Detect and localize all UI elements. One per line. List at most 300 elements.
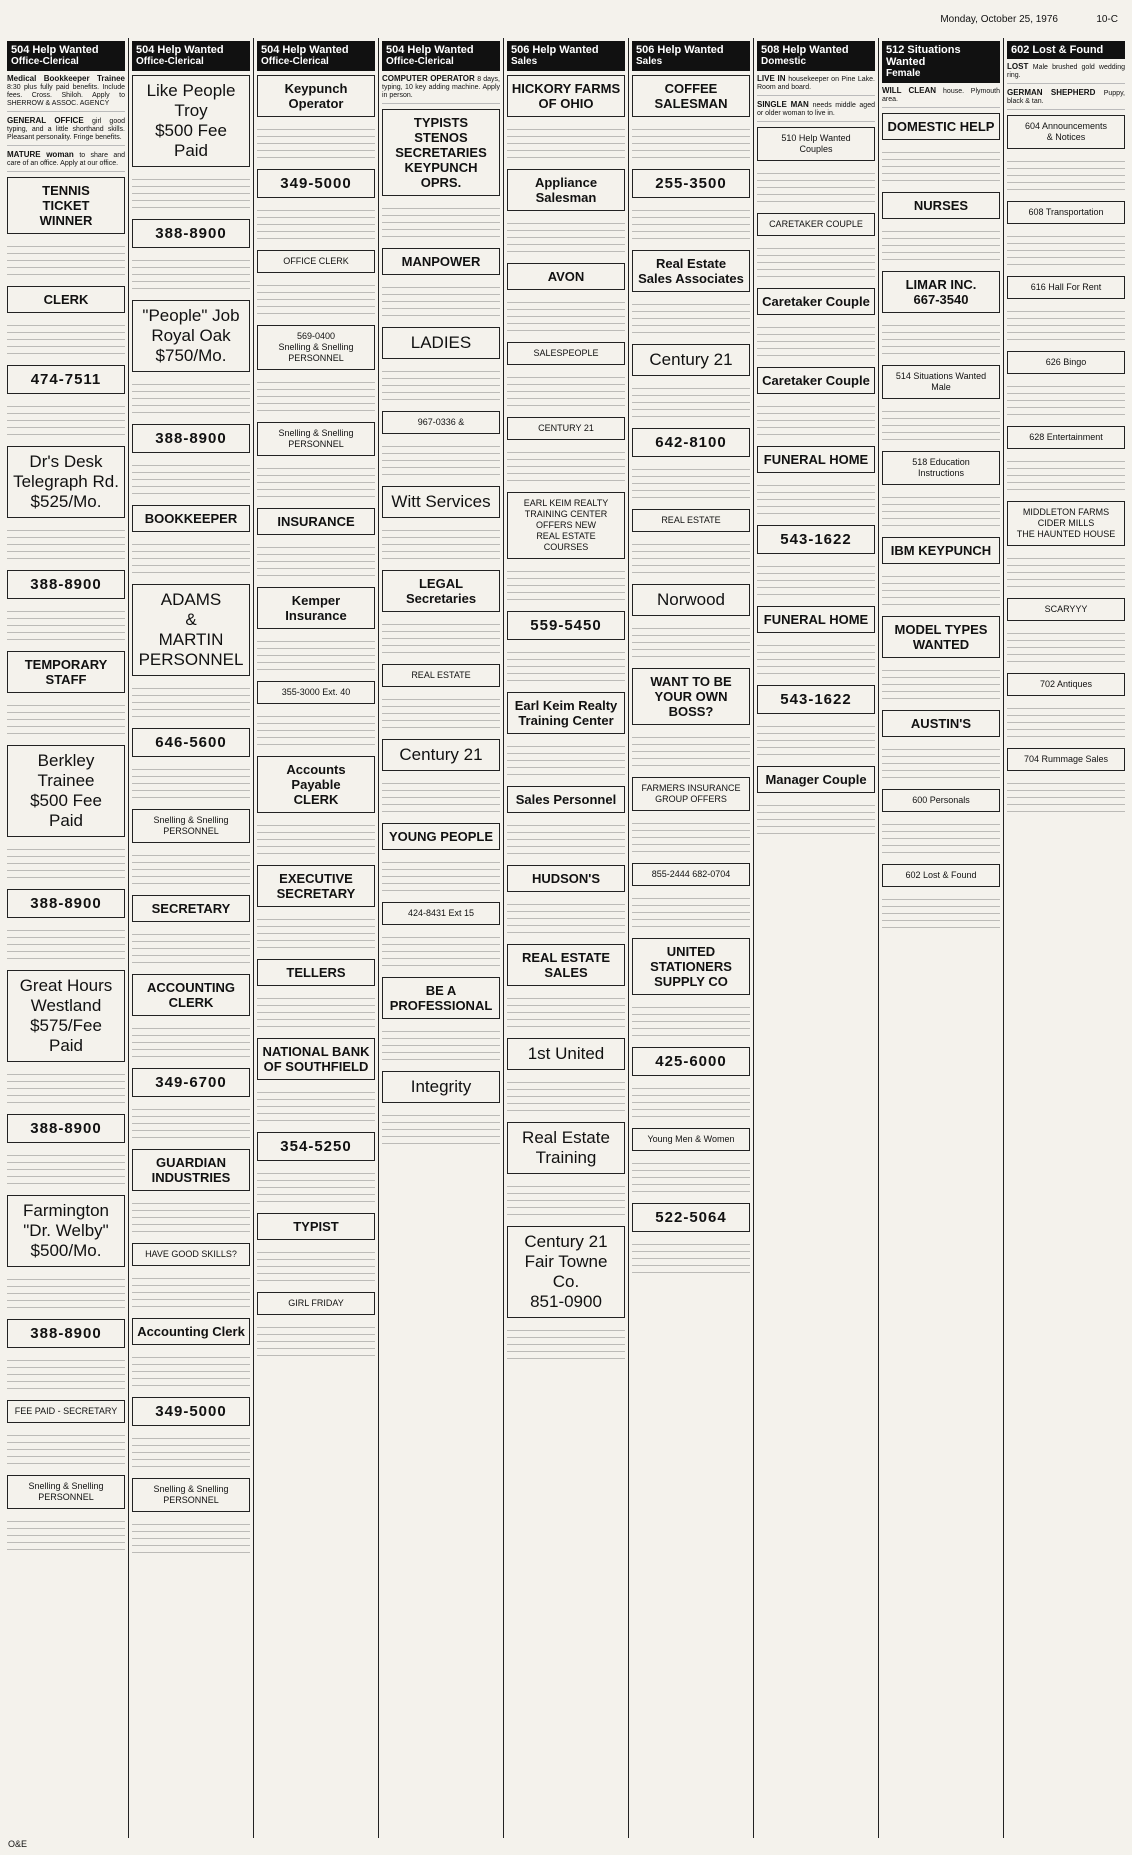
display-ad bbox=[882, 864, 1000, 887]
display-ad-line: INDUSTRIES bbox=[151, 1170, 231, 1185]
display-ad bbox=[632, 509, 750, 532]
classified-ad bbox=[1007, 89, 1125, 110]
display-ad-line: Caretaker Couple bbox=[762, 373, 870, 388]
ad-body-text bbox=[1007, 627, 1125, 667]
display-ad bbox=[382, 411, 500, 434]
display-ad bbox=[257, 325, 375, 370]
masthead bbox=[8, 14, 1118, 28]
display-ad bbox=[7, 651, 125, 693]
display-ad bbox=[1007, 426, 1125, 449]
section-subtitle: Female bbox=[886, 68, 921, 79]
display-ad-line: MODEL TYPES bbox=[894, 622, 988, 637]
display-ad bbox=[882, 789, 1000, 812]
ad-body-text bbox=[632, 622, 750, 662]
display-ad bbox=[507, 492, 625, 559]
display-ad-line: NATIONAL BANK bbox=[262, 1044, 370, 1059]
ad-body-text bbox=[382, 440, 500, 480]
section-header bbox=[757, 41, 875, 71]
ad-body-text bbox=[257, 635, 375, 675]
display-ad-line: HICKORY FARMS bbox=[511, 81, 621, 96]
ad-body-text bbox=[882, 893, 1000, 933]
ad-body-text bbox=[382, 931, 500, 971]
display-ad bbox=[632, 344, 750, 376]
display-ad bbox=[382, 823, 500, 850]
display-ad bbox=[7, 970, 125, 1062]
ad-body-text bbox=[507, 565, 625, 605]
display-ad-line: AUSTIN'S bbox=[910, 716, 972, 731]
display-ad-line: Sales Personnel bbox=[515, 792, 617, 807]
ad-body-text bbox=[882, 664, 1000, 704]
ad-body-text bbox=[257, 913, 375, 953]
section-title: 508 Help Wanted bbox=[761, 44, 849, 56]
display-ad bbox=[1007, 673, 1125, 696]
display-ad bbox=[507, 263, 625, 290]
display-ad-line: 569-0400 bbox=[296, 331, 336, 341]
ad-body-text bbox=[632, 1157, 750, 1197]
ad-body-text bbox=[882, 570, 1000, 610]
ad-body-text bbox=[632, 463, 750, 503]
display-ad-line: Accounts Payable bbox=[286, 762, 346, 792]
column-1 bbox=[4, 38, 128, 1838]
classified-ad bbox=[7, 75, 125, 112]
display-ad-line: MARTIN bbox=[158, 630, 224, 649]
display-ad-line: SECRETARY bbox=[276, 886, 356, 901]
display-ad-line: YOUR OWN BOSS? bbox=[654, 689, 728, 719]
ad-body-text bbox=[1007, 455, 1125, 495]
display-ad bbox=[507, 417, 625, 440]
ad-body-text bbox=[632, 538, 750, 578]
display-ad-line: TEMPORARY STAFF bbox=[24, 657, 108, 687]
display-ad-line: PERSONNEL bbox=[38, 1492, 94, 1502]
display-ad-line: Instructions bbox=[917, 468, 965, 478]
ad-body-text bbox=[257, 1086, 375, 1126]
issue-date: Monday, October 25, 1976 bbox=[940, 14, 1058, 25]
footer-code: O&E bbox=[8, 1839, 28, 1849]
ad-body-text bbox=[7, 605, 125, 645]
ad-body-text bbox=[257, 819, 375, 859]
ad-body-text bbox=[757, 321, 875, 361]
ad-body-text bbox=[257, 710, 375, 750]
display-ad bbox=[1007, 351, 1125, 374]
ad-body-text bbox=[757, 720, 875, 760]
ad-body-text bbox=[507, 1324, 625, 1364]
display-ad-line: Trainee bbox=[37, 771, 95, 790]
display-ad bbox=[882, 365, 1000, 399]
ad-body-text bbox=[882, 319, 1000, 359]
display-ad bbox=[382, 486, 500, 518]
display-ad-line: 518 Education bbox=[912, 457, 970, 467]
display-ad bbox=[257, 422, 375, 456]
display-ad bbox=[132, 1397, 250, 1426]
ad-body-text bbox=[132, 1197, 250, 1237]
display-ad bbox=[132, 300, 250, 372]
display-ad-line: 608 Transportation bbox=[1028, 207, 1104, 217]
ad-body-text bbox=[632, 1238, 750, 1278]
display-ad-line: Young Men & Women bbox=[647, 1134, 735, 1144]
display-ad-line: FARMERS INSURANCE bbox=[641, 783, 741, 793]
display-ad-line: 355-3000 Ext. 40 bbox=[281, 687, 351, 697]
column-6 bbox=[628, 38, 753, 1838]
display-ad-line: 626 Bingo bbox=[1045, 357, 1087, 367]
display-ad-line: NURSES bbox=[913, 198, 969, 213]
display-ad bbox=[257, 508, 375, 535]
display-ad-line: Manager Couple bbox=[765, 772, 867, 787]
display-ad bbox=[382, 248, 500, 275]
ad-body-text bbox=[507, 992, 625, 1032]
display-ad-line: CIDER MILLS bbox=[1037, 518, 1095, 528]
display-ad bbox=[632, 863, 750, 886]
display-ad-line: 388-8900 bbox=[30, 895, 102, 912]
ad-text: Puppy, black & tan. bbox=[1007, 90, 1125, 105]
display-ad-line: 967-0336 & bbox=[417, 417, 465, 427]
ad-body-text bbox=[757, 479, 875, 519]
ad-body-text bbox=[507, 446, 625, 486]
ad-body-text bbox=[382, 365, 500, 405]
display-ad-line: 388-8900 bbox=[155, 430, 227, 447]
display-ad-line: TELLERS bbox=[286, 965, 346, 980]
display-ad-line: 602 Lost & Found bbox=[905, 870, 977, 880]
display-ad-line: 255-3500 bbox=[655, 175, 727, 192]
ad-body-text bbox=[132, 173, 250, 213]
display-ad-line: 667-3540 bbox=[913, 292, 969, 307]
display-ad-line: 388-8900 bbox=[30, 576, 102, 593]
display-ad bbox=[7, 286, 125, 313]
display-ad bbox=[132, 974, 250, 1016]
display-ad bbox=[882, 113, 1000, 140]
display-ad bbox=[507, 944, 625, 986]
display-ad-line: Earl Keim Realty bbox=[514, 698, 618, 713]
section-title: 504 Help Wanted bbox=[136, 44, 224, 56]
display-ad-line: Snelling & Snelling bbox=[278, 428, 354, 438]
display-ad-line: 855-2444 682-0704 bbox=[651, 869, 731, 879]
display-ad bbox=[382, 1071, 500, 1103]
display-ad-line: Great Hours bbox=[19, 976, 113, 995]
display-ad-line: FUNERAL HOME bbox=[763, 452, 869, 467]
ad-title: COMPUTER OPERATOR bbox=[382, 74, 478, 83]
display-ad bbox=[257, 681, 375, 704]
ad-body-text bbox=[882, 491, 1000, 531]
display-ad-line: KEYPUNCH OPRS. bbox=[404, 160, 478, 190]
display-ad bbox=[632, 169, 750, 198]
page-number: 10-C bbox=[1096, 14, 1118, 25]
display-ad bbox=[132, 219, 250, 248]
display-ad-line: ACCOUNTING bbox=[146, 980, 236, 995]
display-ad-line: MIDDLETON FARMS bbox=[1022, 507, 1110, 517]
display-ad-line: 600 Personals bbox=[912, 795, 970, 805]
ad-body-text bbox=[1007, 155, 1125, 195]
display-ad bbox=[7, 1475, 125, 1509]
classified-ad bbox=[382, 75, 500, 104]
ad-title: LIVE IN bbox=[757, 74, 789, 83]
section-subtitle: Office-Clerical bbox=[386, 56, 454, 67]
ad-body-text bbox=[257, 123, 375, 163]
display-ad-line: LIMAR INC. bbox=[905, 277, 977, 292]
display-ad bbox=[507, 1122, 625, 1174]
column-9 bbox=[1003, 38, 1128, 1838]
display-ad bbox=[382, 902, 500, 925]
display-ad bbox=[382, 327, 500, 359]
ad-body-text bbox=[7, 924, 125, 964]
section-title: 506 Help Wanted bbox=[511, 44, 599, 56]
display-ad bbox=[7, 745, 125, 837]
classified-ad bbox=[1007, 63, 1125, 84]
display-ad bbox=[757, 213, 875, 236]
display-ad-line: COURSES bbox=[543, 542, 589, 552]
ad-title: GENERAL OFFICE bbox=[7, 116, 93, 125]
ad-body-text bbox=[257, 462, 375, 502]
display-ad-line: & bbox=[185, 610, 197, 629]
display-ad-line: REAL ESTATE bbox=[521, 950, 611, 965]
display-ad bbox=[257, 250, 375, 273]
display-ad-line: SCARYYY bbox=[1044, 604, 1088, 614]
display-ad-line: FUNERAL HOME bbox=[763, 612, 869, 627]
ad-body-text bbox=[7, 1429, 125, 1469]
ad-title: LOST bbox=[1007, 62, 1033, 71]
ad-title: SINGLE MAN bbox=[757, 100, 813, 109]
display-ad-line: Male bbox=[931, 382, 951, 392]
display-ad bbox=[632, 584, 750, 616]
ad-body-text bbox=[7, 1273, 125, 1313]
display-ad bbox=[757, 367, 875, 394]
display-ad bbox=[7, 446, 125, 518]
display-ad bbox=[257, 756, 375, 813]
ad-body-text bbox=[382, 524, 500, 564]
ad-body-text bbox=[382, 202, 500, 242]
section-header bbox=[132, 41, 250, 71]
column-4 bbox=[378, 38, 503, 1838]
display-ad bbox=[1007, 276, 1125, 299]
display-ad bbox=[507, 1226, 625, 1318]
section-subtitle: Sales bbox=[511, 56, 538, 67]
display-ad-line: CLERK bbox=[168, 995, 214, 1010]
ad-body-text bbox=[632, 298, 750, 338]
display-ad bbox=[507, 692, 625, 734]
section-header bbox=[632, 41, 750, 71]
display-ad bbox=[132, 424, 250, 453]
section-subtitle: Office-Clerical bbox=[11, 56, 79, 67]
ad-body-text bbox=[1007, 777, 1125, 817]
column-5 bbox=[503, 38, 628, 1838]
display-ad-line: REAL ESTATE bbox=[536, 531, 596, 541]
display-ad bbox=[632, 250, 750, 292]
display-ad-line: 388-8900 bbox=[30, 1120, 102, 1137]
ad-body-text bbox=[882, 405, 1000, 445]
display-ad-line: STATIONERS bbox=[650, 959, 732, 974]
display-ad-line: THE HAUNTED HOUSE bbox=[1016, 529, 1116, 539]
display-ad-line: Snelling & Snelling bbox=[153, 1484, 229, 1494]
ad-body-text bbox=[7, 1354, 125, 1394]
ad-body-text bbox=[132, 1518, 250, 1558]
ad-body-text bbox=[7, 524, 125, 564]
column-7 bbox=[753, 38, 878, 1838]
display-ad-line: Century 21 bbox=[399, 745, 483, 764]
display-ad-line: 349-6700 bbox=[155, 1074, 227, 1091]
display-ad-line: IBM KEYPUNCH bbox=[890, 543, 992, 558]
display-ad bbox=[132, 1243, 250, 1266]
display-ad-line: Kemper Insurance bbox=[285, 593, 347, 623]
ad-body-text bbox=[1007, 702, 1125, 742]
display-ad bbox=[632, 777, 750, 811]
display-ad bbox=[757, 606, 875, 633]
display-ad bbox=[632, 1047, 750, 1076]
display-ad-line: SALES bbox=[544, 965, 588, 980]
display-ad-line: PERSONNEL bbox=[288, 439, 344, 449]
ad-body-text bbox=[757, 167, 875, 207]
ad-body-text bbox=[7, 1149, 125, 1189]
classified-ad bbox=[7, 117, 125, 146]
ad-body-text bbox=[7, 699, 125, 739]
display-ad-line: TYPISTS bbox=[413, 115, 469, 130]
display-ad bbox=[132, 1318, 250, 1345]
display-ad bbox=[632, 668, 750, 725]
ad-body-text bbox=[382, 1109, 500, 1149]
ad-body-text bbox=[632, 204, 750, 244]
display-ad-line: PERSONNEL bbox=[288, 353, 344, 363]
display-ad-line: Caretaker Couple bbox=[762, 294, 870, 309]
display-ad bbox=[132, 505, 250, 532]
ad-body-text bbox=[382, 693, 500, 733]
display-ad bbox=[882, 271, 1000, 313]
display-ad bbox=[7, 1195, 125, 1267]
ad-body-text bbox=[632, 817, 750, 857]
ad-body-text bbox=[7, 1068, 125, 1108]
ad-title: Medical Bookkeeper Trainee bbox=[7, 74, 125, 83]
ad-text: to share and care of an office. Apply at our office. bbox=[7, 152, 125, 167]
section-header bbox=[382, 41, 500, 71]
display-ad bbox=[757, 288, 875, 315]
ad-body-text bbox=[507, 217, 625, 257]
display-ad-line: DOMESTIC HELP bbox=[887, 119, 995, 134]
ad-body-text bbox=[1007, 380, 1125, 420]
ad-body-text bbox=[507, 123, 625, 163]
display-ad bbox=[132, 728, 250, 757]
display-ad-line: ADAMS bbox=[160, 590, 222, 609]
display-ad-line: CENTURY 21 bbox=[538, 423, 594, 433]
ad-body-text bbox=[632, 731, 750, 771]
display-ad bbox=[382, 109, 500, 196]
display-ad-line: 522-5064 bbox=[655, 1209, 727, 1226]
display-ad-line: $500 Fee Paid bbox=[30, 791, 102, 830]
ad-body-text bbox=[507, 740, 625, 780]
display-ad bbox=[7, 889, 125, 918]
display-ad bbox=[7, 177, 125, 234]
ad-body-text bbox=[382, 856, 500, 896]
display-ad bbox=[632, 75, 750, 117]
display-ad-line: OF OHIO bbox=[538, 96, 594, 111]
display-ad-line: 704 Rummage Sales bbox=[1023, 754, 1109, 764]
display-ad-line: 616 Hall For Rent bbox=[1030, 282, 1102, 292]
display-ad-line: Snelling & Snelling bbox=[278, 342, 354, 352]
section-header bbox=[1007, 41, 1125, 59]
display-ad bbox=[882, 537, 1000, 564]
ad-body-text bbox=[882, 818, 1000, 858]
display-ad-line: Westland bbox=[30, 996, 102, 1015]
ad-body-text bbox=[632, 382, 750, 422]
section-subtitle: Office-Clerical bbox=[136, 56, 204, 67]
ad-text: needs middle aged or older woman to live in. bbox=[757, 102, 875, 117]
classified-ad bbox=[757, 75, 875, 96]
display-ad-line: PERSONNEL bbox=[163, 826, 219, 836]
ad-body-text bbox=[632, 1082, 750, 1122]
display-ad-line: Century 21 bbox=[649, 350, 733, 369]
display-ad bbox=[632, 428, 750, 457]
display-ad-line: TICKET bbox=[42, 198, 90, 213]
ad-body-text bbox=[132, 538, 250, 578]
display-ad-line: Secretaries bbox=[405, 591, 477, 606]
display-ad-line: FEE PAID - SECRETARY bbox=[14, 1406, 118, 1416]
display-ad bbox=[507, 75, 625, 117]
ad-title: GERMAN SHEPHERD bbox=[1007, 88, 1104, 97]
ad-body-text bbox=[632, 1001, 750, 1041]
display-ad bbox=[257, 75, 375, 117]
display-ad-line: 559-5450 bbox=[530, 617, 602, 634]
display-ad bbox=[257, 865, 375, 907]
display-ad bbox=[7, 1400, 125, 1423]
display-ad-line: 543-1622 bbox=[780, 691, 852, 708]
display-ad-line: Troy bbox=[174, 101, 208, 120]
display-ad-line: Dr's Desk bbox=[29, 452, 103, 471]
display-ad bbox=[257, 1292, 375, 1315]
display-ad-line: $575/Fee Paid bbox=[30, 1016, 102, 1055]
display-ad bbox=[382, 739, 500, 771]
display-ad-line: 424-8431 Ext 15 bbox=[407, 908, 475, 918]
display-ad-line: 702 Antiques bbox=[1039, 679, 1093, 689]
display-ad bbox=[132, 75, 250, 167]
column-8 bbox=[878, 38, 1003, 1838]
display-ad-line: Snelling & Snelling bbox=[28, 1481, 104, 1491]
ad-body-text bbox=[507, 646, 625, 686]
section-subtitle: Domestic bbox=[761, 56, 807, 67]
display-ad bbox=[132, 584, 250, 676]
display-ad-line: PROFESSIONAL bbox=[389, 998, 493, 1013]
display-ad-line: YOUNG PEOPLE bbox=[388, 829, 494, 844]
section-subtitle: Sales bbox=[636, 56, 663, 67]
display-ad-line: BE A bbox=[425, 983, 457, 998]
display-ad bbox=[507, 342, 625, 365]
display-ad bbox=[507, 611, 625, 640]
display-ad bbox=[382, 977, 500, 1019]
display-ad bbox=[132, 1478, 250, 1512]
display-ad bbox=[132, 895, 250, 922]
section-title: 504 Help Wanted bbox=[386, 44, 474, 56]
ad-body-text bbox=[882, 146, 1000, 186]
ad-text: housekeeper on Pine Lake. Room and board. bbox=[757, 76, 875, 91]
display-ad-line: STENOS bbox=[414, 130, 468, 145]
display-ad-line: Fair Towne Co. bbox=[524, 1252, 608, 1291]
display-ad-line: CARETAKER COUPLE bbox=[769, 219, 863, 229]
ad-body-text bbox=[257, 992, 375, 1032]
classified-ad bbox=[7, 151, 125, 172]
ad-body-text bbox=[257, 1167, 375, 1207]
display-ad-line: COFFEE bbox=[664, 81, 718, 96]
display-ad bbox=[7, 1319, 125, 1348]
display-ad-line: SALESMAN bbox=[654, 96, 728, 111]
ad-body-text bbox=[132, 459, 250, 499]
display-ad-line: 388-8900 bbox=[30, 1325, 102, 1342]
column-3 bbox=[253, 38, 378, 1838]
display-ad-line: $500 Fee Paid bbox=[155, 121, 227, 160]
ad-body-text bbox=[757, 799, 875, 839]
section-title: 602 Lost & Found bbox=[1011, 44, 1104, 56]
display-ad-line: LEGAL bbox=[418, 576, 464, 591]
ad-body-text bbox=[507, 1180, 625, 1220]
ad-text: house. Plymouth area. bbox=[882, 88, 1000, 103]
display-ad bbox=[507, 865, 625, 892]
ad-body-text bbox=[132, 1351, 250, 1391]
section-title: 504 Help Wanted bbox=[11, 44, 99, 56]
display-ad-line: PERSONNEL bbox=[138, 650, 244, 669]
ad-body-text bbox=[757, 400, 875, 440]
